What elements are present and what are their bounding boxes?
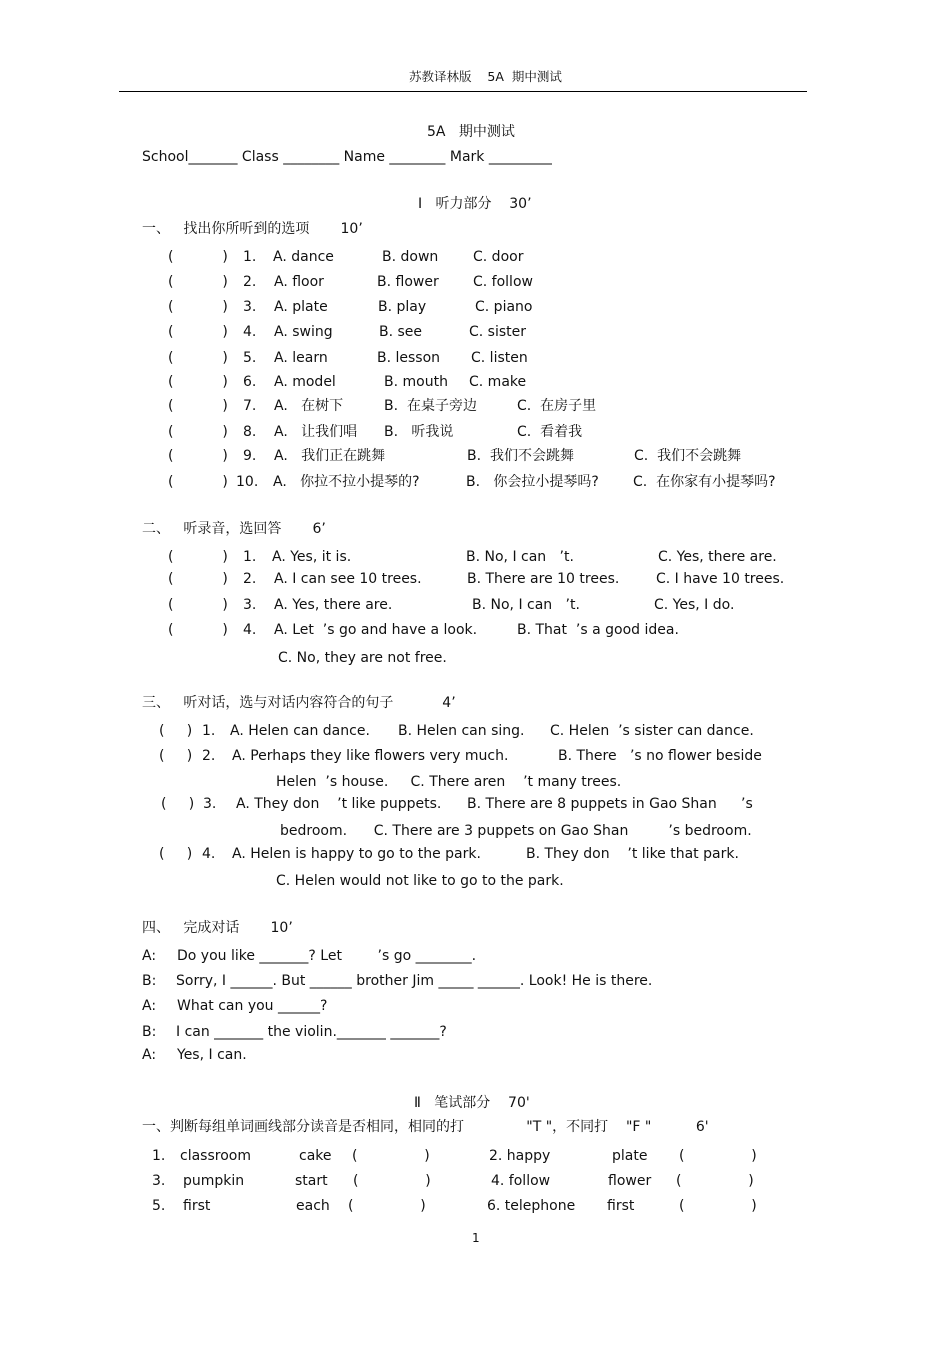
student-info-line[interactable]: School_______ Class ________ Name ________ Mark _________ <box>142 149 552 165</box>
option-a: A. Helen can dance. <box>230 723 370 739</box>
option-a: A. They don ’t like puppets. <box>236 796 442 812</box>
option-a: A. 你拉不拉小提琴的? <box>273 474 420 490</box>
answer-bracket[interactable]: ( ) <box>168 424 228 440</box>
header-rule <box>119 91 807 92</box>
option-c: C. Yes, I do. <box>654 597 735 613</box>
page-title: 5A 期中测试 <box>427 124 515 140</box>
part2-sec1-title: 一、判断每组单词画线部分读音是否相同，相同的打 "T "，不同打 "F " 6' <box>142 1119 709 1135</box>
row-number: 1. <box>152 1148 166 1164</box>
word: plate <box>612 1148 648 1164</box>
option-a: A. 让我们唱 <box>274 424 358 440</box>
answer-bracket[interactable]: ( ) <box>161 796 195 812</box>
option-c: C. sister <box>469 324 527 340</box>
option-a: A. Helen is happy to go to the park. <box>232 846 481 862</box>
option-c: C. listen <box>471 350 528 366</box>
question-number: 5. <box>243 350 257 366</box>
speaker: A: <box>142 948 157 964</box>
answer-bracket[interactable]: ( ) <box>168 324 228 340</box>
answer-bracket[interactable]: ( ) <box>168 448 228 464</box>
word: first <box>183 1198 211 1214</box>
answer-bracket[interactable]: ( ) <box>168 474 228 490</box>
option-b-tail: ’s <box>741 796 753 812</box>
option-b: B. 我们不会跳舞 <box>467 448 574 464</box>
option-c: C. piano <box>475 299 533 315</box>
option-continued: C. Helen would not like to go to the park. <box>276 873 564 889</box>
option-b: B. mouth <box>384 374 448 390</box>
answer-bracket[interactable]: ( ) <box>168 622 228 638</box>
speaker: B: <box>142 1024 157 1040</box>
option-a: A. plate <box>274 299 328 315</box>
part2-title: Ⅱ 笔试部分 70' <box>414 1095 530 1111</box>
question-number: 3. <box>243 299 257 315</box>
dialogue-line: Yes, I can. <box>177 1047 247 1063</box>
running-header: 苏教译林版 5A 期中测试 <box>409 69 562 84</box>
option-c: C. 在房子里 <box>517 398 597 414</box>
question-number: 2. <box>202 748 216 764</box>
answer-bracket[interactable]: ( ) <box>353 1173 431 1189</box>
question-number: 4. <box>202 846 216 862</box>
word: 6. telephone <box>487 1198 576 1214</box>
answer-bracket[interactable]: ( ) <box>352 1148 430 1164</box>
word: each <box>296 1198 330 1214</box>
option-c: C. door <box>473 249 524 265</box>
dialogue-line[interactable]: Sorry, I ______. But ______ brother Jim _____ ______. Look! He is there. <box>176 973 653 989</box>
option-b: B. That ’s a good idea. <box>517 622 679 638</box>
answer-bracket[interactable]: ( ) <box>168 549 228 565</box>
part1-title: Ⅰ 听力部分 30’ <box>418 196 532 212</box>
option-c: C. 在你家有小提琴吗? <box>633 474 776 490</box>
word: classroom <box>180 1148 251 1164</box>
row-number: 3. <box>152 1173 166 1189</box>
part1-sec4-title: 四、 完成对话 10’ <box>142 920 293 936</box>
option-a: A. 我们正在跳舞 <box>274 448 386 464</box>
part1-sec1-title: 一、 找出你所听到的选项 10’ <box>142 221 363 237</box>
question-number: 4. <box>243 622 257 638</box>
word: pumpkin <box>183 1173 245 1189</box>
word: start <box>295 1173 328 1189</box>
answer-bracket[interactable]: ( ) <box>168 374 228 390</box>
option-b: B. down <box>382 249 439 265</box>
question-number: 1. <box>243 249 257 265</box>
answer-bracket[interactable]: ( ) <box>159 723 193 739</box>
option-b: B. There ’s no flower beside <box>558 748 762 764</box>
option-c: C. follow <box>473 274 533 290</box>
question-number: 8. <box>243 424 257 440</box>
option-a: A. Yes, it is. <box>272 549 352 565</box>
word: first <box>607 1198 635 1214</box>
answer-bracket[interactable]: ( ) <box>348 1198 426 1214</box>
question-number: 1. <box>202 723 216 739</box>
option-b: B. They don ’t like that park. <box>526 846 739 862</box>
answer-bracket[interactable]: ( ) <box>168 274 228 290</box>
dialogue-line[interactable]: Do you like _______? Let ’s go ________. <box>177 948 477 964</box>
answer-bracket[interactable]: ( ) <box>168 249 228 265</box>
option-a: A. Yes, there are. <box>274 597 393 613</box>
option-b: B. No, I can ’t. <box>466 549 574 565</box>
option-b: B. 在桌子旁边 <box>384 398 477 414</box>
speaker: A: <box>142 1047 157 1063</box>
question-number: 2. <box>243 274 257 290</box>
option-b: B. 你会拉小提琴吗? <box>466 474 599 490</box>
option-c: C. I have 10 trees. <box>656 571 785 587</box>
part1-sec3-title: 三、 听对话，选与对话内容符合的句子 4’ <box>142 695 456 711</box>
word: 4. follow <box>491 1173 551 1189</box>
option-b: B. see <box>379 324 423 340</box>
option-a: A. Perhaps they like flowers very much. <box>232 748 509 764</box>
option-a: A. learn <box>274 350 328 366</box>
question-number: 9. <box>243 448 257 464</box>
option-b: B. 听我说 <box>384 424 454 440</box>
word: cake <box>299 1148 332 1164</box>
answer-bracket[interactable]: ( ) <box>679 1198 757 1214</box>
option-a: A. 在树下 <box>274 398 344 414</box>
option-b: B. lesson <box>377 350 441 366</box>
option-c: C. 我们不会跳舞 <box>634 448 742 464</box>
question-number: 3. <box>203 796 217 812</box>
option-b: B. There are 8 puppets in Gao Shan <box>467 796 717 812</box>
word: 2. happy <box>489 1148 551 1164</box>
word: flower <box>608 1173 652 1189</box>
question-number: 6. <box>243 374 257 390</box>
row-number: 5. <box>152 1198 166 1214</box>
option-b: B. flower <box>377 274 439 290</box>
option-b: B. Helen can sing. <box>398 723 525 739</box>
option-c: C. make <box>469 374 527 390</box>
option-a: A. swing <box>274 324 333 340</box>
option-a: A. I can see 10 trees. <box>274 571 422 587</box>
option-b: B. play <box>378 299 427 315</box>
option-c: C. 看着我 <box>517 424 583 440</box>
question-number: 7. <box>243 398 257 414</box>
speaker: B: <box>142 973 157 989</box>
option-a: A. dance <box>273 249 334 265</box>
answer-bracket[interactable]: ( ) <box>676 1173 754 1189</box>
option-c-continued: C. No, they are not free. <box>278 650 447 666</box>
answer-bracket[interactable]: ( ) <box>168 299 228 315</box>
part1-sec2-title: 二、 听录音，选回答 6’ <box>142 521 326 537</box>
question-number: 2. <box>243 571 257 587</box>
dialogue-line[interactable]: I can _______ the violin._______ _______? <box>176 1024 447 1040</box>
option-a: A. floor <box>274 274 324 290</box>
option-b: B. No, I can ’t. <box>472 597 580 613</box>
answer-bracket[interactable]: ( ) <box>168 398 228 414</box>
option-b: B. There are 10 trees. <box>467 571 620 587</box>
question-number: 4. <box>243 324 257 340</box>
dialogue-line[interactable]: What can you ______? <box>177 998 328 1014</box>
question-number: 1. <box>243 549 257 565</box>
answer-bracket[interactable]: ( ) <box>159 846 193 862</box>
option-a: A. Let ’s go and have a look. <box>274 622 478 638</box>
question-number: 3. <box>243 597 257 613</box>
page-number: 1 <box>472 1231 480 1245</box>
answer-bracket[interactable]: ( ) <box>168 350 228 366</box>
option-c: C. Yes, there are. <box>658 549 777 565</box>
speaker: A: <box>142 998 157 1014</box>
option-continued: bedroom. C. There are 3 puppets on Gao Shan ’s bedroom. <box>280 823 752 839</box>
answer-bracket[interactable]: ( ) <box>168 597 228 613</box>
option-c: C. Helen ’s sister can dance. <box>550 723 754 739</box>
answer-bracket[interactable]: ( ) <box>159 748 193 764</box>
question-number: 10. <box>236 474 259 490</box>
answer-bracket[interactable]: ( ) <box>168 571 228 587</box>
option-continued: Helen ’s house. C. There aren ’t many trees. <box>276 774 622 790</box>
option-a: A. model <box>274 374 336 390</box>
answer-bracket[interactable]: ( ) <box>679 1148 757 1164</box>
